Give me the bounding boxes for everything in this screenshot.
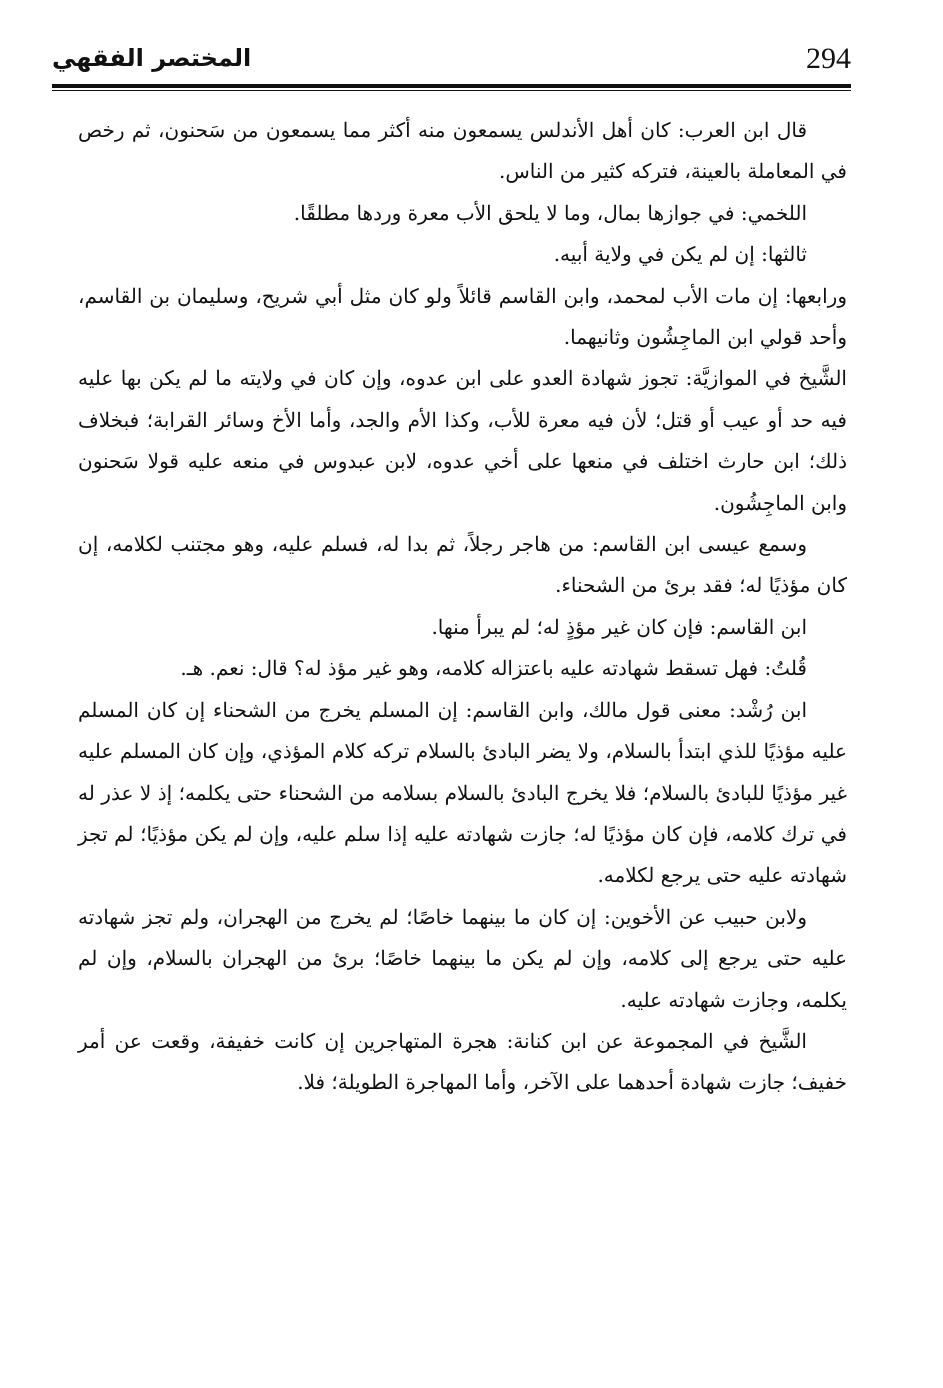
paragraph: قال ابن العرب: كان أهل الأندلس يسمعون منه أكثر مما يسمعون من سَحنون، ثم رخص في المعاملة بالعينة، فتركه كثير من الناس. bbox=[78, 118, 847, 184]
running-title: المختصر الفقهي bbox=[52, 44, 252, 72]
paragraph: ابن رُشْد: معنى قول مالك، وابن القاسم: إن المسلم يخرج من الشحناء إن كان المسلم عليه مؤذيًا للذي ابتدأ بالسلام، ولا يضر البادئ بالسلام تركه كلام المؤذي، وإن كان المسلم عليه غير مؤذيًا للبادئ بالسلام؛ فلا يخرج البادئ بالسلام بسلامه من الشحناء حتى يكلمه؛ إذ لا عذر له في ترك كلامه، فإن كان مؤذيًا له؛ جازت شهادته عليه إذا سلم عليه، وإن لم يكن مؤذيًا؛ لم تجز شهادته عليه حتى يرجع لكلامه. bbox=[78, 697, 847, 888]
page-header bbox=[52, 38, 851, 88]
paragraph: ابن القاسم: فإن كان غير مؤذٍ له؛ لم يبرأ منها. bbox=[431, 614, 807, 639]
body-text bbox=[78, 110, 847, 1104]
paragraph: اللخمي: في جوازها بمال، وما لا يلحق الأب معرة وردها مطلقًا. bbox=[293, 200, 807, 225]
paragraph: ثالثها: إن لم يكن في ولاية أبيه. bbox=[553, 242, 807, 267]
paragraph: الشَّيخ في الموازيَّة: تجوز شهادة العدو على ابن عدوه، وإن كان في ولايته ما لم يكن بها عليه فيه حد أو عيب أو قتل؛ لأن فيه معرة للأب، وكذا الأم والجد، وأما الأخ وسائر القرابة؛ فبخلاف ذلك؛ ابن حارث اختلف في منعها على أخي عدوه، لابن عبدوس في منعه عليه قولا سَحنون وابن الماجِشُون. bbox=[78, 366, 847, 515]
paragraph: الشَّيخ في المجموعة عن ابن كنانة: هجرة المتهاجرين إن كانت خفيفة، وقعت عن أمر خفيف؛ جازت شهادة أحدهما على الآخر، وأما المهاجرة الطويلة؛ فلا. bbox=[78, 1028, 847, 1095]
paragraph: وسمع عيسى ابن القاسم: من هاجر رجلاً، ثم بدا له، فسلم عليه، وهو مجتنب لكلامه، إن كان مؤذيًا له؛ فقد برئ من الشحناء. bbox=[78, 532, 847, 598]
header-rule-thin bbox=[52, 90, 851, 91]
paragraph: ولابن حبيب عن الأخوين: إن كان ما بينهما خاصًا؛ لم يخرج من الهجران، ولم تجز شهادته عليه حتى يرجع إلى كلامه، وإن لم يكن ما بينهما خاصًا؛ برئ من الهجران بالسلام، وإن لم يكلمه، وجازت شهادته عليه. bbox=[78, 904, 847, 1012]
paragraph: ورابعها: إن مات الأب لمحمد، وابن القاسم قائلاً ولو كان مثل أبي شريح، وسليمان بن القاسم، وأحد قولي ابن الماجِشُون وثانيهما. bbox=[78, 283, 847, 350]
header-rule-thick bbox=[52, 84, 851, 88]
page-number: 294 bbox=[806, 42, 851, 75]
paragraph: قُلتُ: فهل تسقط شهادته عليه باعتزاله كلامه، وهو غير مؤذ له؟ قال: نعم. هـ. bbox=[180, 656, 807, 681]
